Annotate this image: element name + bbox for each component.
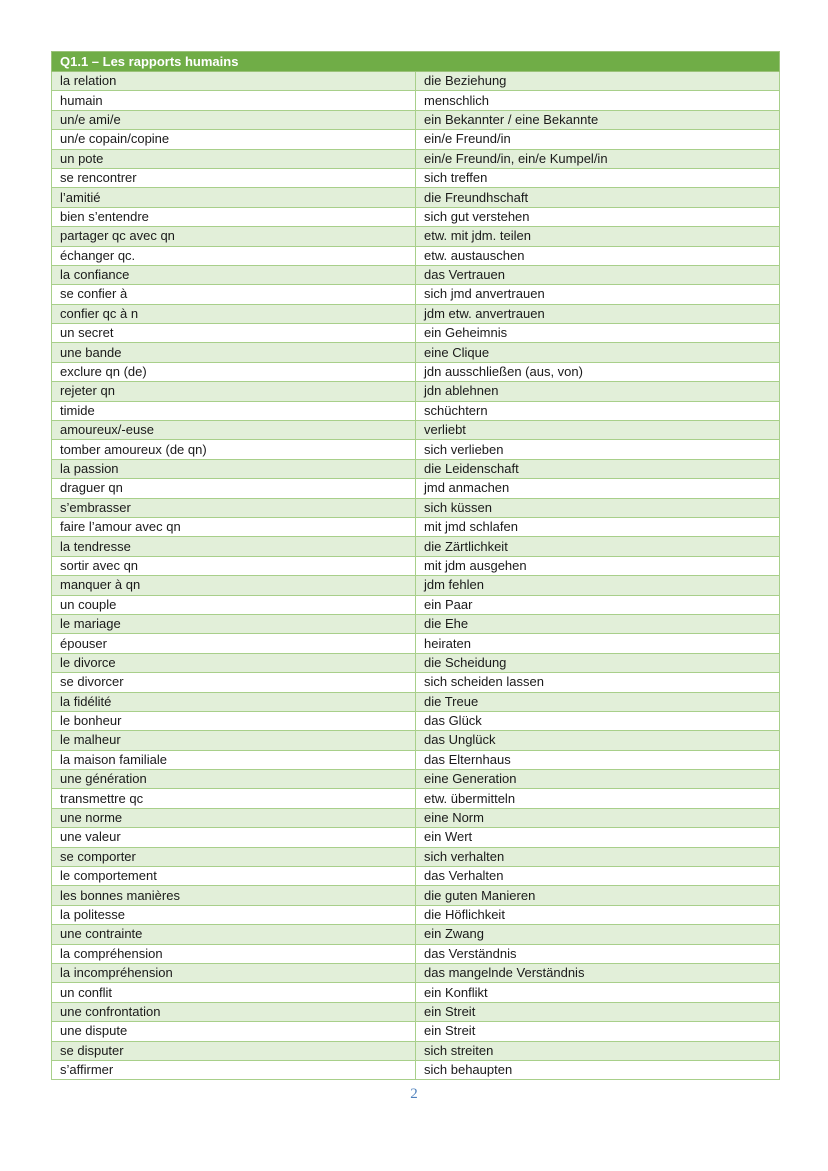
german-translation: ein Zwang — [416, 925, 780, 944]
table-row — [52, 595, 780, 614]
table-body — [52, 72, 780, 1080]
french-term: la relation — [52, 72, 416, 91]
french-term: exclure qn (de) — [52, 362, 416, 381]
german-translation: eine Generation — [416, 770, 780, 789]
german-translation: schüchtern — [416, 401, 780, 420]
french-term: manquer à qn — [52, 576, 416, 595]
table-row — [52, 110, 780, 129]
table-row — [52, 265, 780, 284]
table-row — [52, 1002, 780, 1021]
french-term: une génération — [52, 770, 416, 789]
table-row — [52, 673, 780, 692]
table-row — [52, 1060, 780, 1079]
table-title: Q1.1 – Les rapports humains — [52, 52, 780, 72]
french-term: la passion — [52, 459, 416, 478]
table-row — [52, 479, 780, 498]
table-row — [52, 324, 780, 343]
french-term: une norme — [52, 808, 416, 827]
german-translation: das Unglück — [416, 731, 780, 750]
vocabulary-table — [51, 51, 780, 1080]
table-row — [52, 905, 780, 924]
french-term: la maison familiale — [52, 750, 416, 769]
german-translation: die Zärtlichkeit — [416, 537, 780, 556]
french-term: humain — [52, 91, 416, 110]
french-term: se disputer — [52, 1041, 416, 1060]
french-term: amoureux/-euse — [52, 421, 416, 440]
french-term: un/e ami/e — [52, 110, 416, 129]
table-row — [52, 207, 780, 226]
german-translation: ein Wert — [416, 828, 780, 847]
german-translation: die Scheidung — [416, 653, 780, 672]
table-row — [52, 517, 780, 536]
table-row — [52, 421, 780, 440]
french-term: le divorce — [52, 653, 416, 672]
table-row — [52, 711, 780, 730]
german-translation: ein Streit — [416, 1022, 780, 1041]
german-translation: heiraten — [416, 634, 780, 653]
german-translation: ein Paar — [416, 595, 780, 614]
french-term: faire l’amour avec qn — [52, 517, 416, 536]
table-row — [52, 72, 780, 91]
german-translation: sich jmd anvertrauen — [416, 285, 780, 304]
french-term: rejeter qn — [52, 382, 416, 401]
german-translation: etw. mit jdm. teilen — [416, 227, 780, 246]
french-term: s’embrasser — [52, 498, 416, 517]
german-translation: mit jmd schlafen — [416, 517, 780, 536]
german-translation: das Glück — [416, 711, 780, 730]
german-translation: die Leidenschaft — [416, 459, 780, 478]
german-translation: ein Konflikt — [416, 983, 780, 1002]
table-row — [52, 634, 780, 653]
french-term: la politesse — [52, 905, 416, 924]
table-row — [52, 537, 780, 556]
table-row — [52, 304, 780, 323]
german-translation: jdm fehlen — [416, 576, 780, 595]
french-term: un couple — [52, 595, 416, 614]
table-row — [52, 808, 780, 827]
french-term: une confrontation — [52, 1002, 416, 1021]
table-row — [52, 614, 780, 633]
german-translation: jdn ablehnen — [416, 382, 780, 401]
french-term: timide — [52, 401, 416, 420]
german-translation: sich verhalten — [416, 847, 780, 866]
german-translation: die Treue — [416, 692, 780, 711]
table-row — [52, 1022, 780, 1041]
german-translation: sich streiten — [416, 1041, 780, 1060]
french-term: le malheur — [52, 731, 416, 750]
french-term: le mariage — [52, 614, 416, 633]
german-translation: sich gut verstehen — [416, 207, 780, 226]
french-term: partager qc avec qn — [52, 227, 416, 246]
table-row — [52, 382, 780, 401]
table-row — [52, 925, 780, 944]
german-translation: sich treffen — [416, 168, 780, 187]
german-translation: etw. übermitteln — [416, 789, 780, 808]
french-term: se comporter — [52, 847, 416, 866]
table-row — [52, 653, 780, 672]
german-translation: die Beziehung — [416, 72, 780, 91]
german-translation: die Freundhschaft — [416, 188, 780, 207]
table-row — [52, 944, 780, 963]
german-translation: mit jdm ausgehen — [416, 556, 780, 575]
french-term: se rencontrer — [52, 168, 416, 187]
german-translation: das Vertrauen — [416, 265, 780, 284]
table-row — [52, 459, 780, 478]
french-term: draguer qn — [52, 479, 416, 498]
table-row — [52, 576, 780, 595]
french-term: un secret — [52, 324, 416, 343]
table-row — [52, 1041, 780, 1060]
german-translation: ein/e Freund/in — [416, 130, 780, 149]
german-translation: etw. austauschen — [416, 246, 780, 265]
table-row — [52, 963, 780, 982]
german-translation: sich verlieben — [416, 440, 780, 459]
table-row — [52, 770, 780, 789]
french-term: se confier à — [52, 285, 416, 304]
german-translation: jdm etw. anvertrauen — [416, 304, 780, 323]
french-term: la incompréhension — [52, 963, 416, 982]
german-translation: sich scheiden lassen — [416, 673, 780, 692]
french-term: sortir avec qn — [52, 556, 416, 575]
table-row — [52, 246, 780, 265]
french-term: la fidélité — [52, 692, 416, 711]
german-translation: verliebt — [416, 421, 780, 440]
table-row — [52, 983, 780, 1002]
german-translation: ein Bekannter / eine Bekannte — [416, 110, 780, 129]
table-row — [52, 498, 780, 517]
table-row — [52, 731, 780, 750]
french-term: un conflit — [52, 983, 416, 1002]
french-term: la compréhension — [52, 944, 416, 963]
table-row — [52, 285, 780, 304]
german-translation: sich küssen — [416, 498, 780, 517]
french-term: un pote — [52, 149, 416, 168]
french-term: bien s’entendre — [52, 207, 416, 226]
french-term: la tendresse — [52, 537, 416, 556]
german-translation: die Ehe — [416, 614, 780, 633]
table-row — [52, 401, 780, 420]
table-row — [52, 750, 780, 769]
french-term: l’amitié — [52, 188, 416, 207]
french-term: se divorcer — [52, 673, 416, 692]
table-row — [52, 168, 780, 187]
german-translation: menschlich — [416, 91, 780, 110]
french-term: une contrainte — [52, 925, 416, 944]
table-row — [52, 91, 780, 110]
french-term: confier qc à n — [52, 304, 416, 323]
german-translation: das Verhalten — [416, 867, 780, 886]
german-translation: das mangelnde Verständnis — [416, 963, 780, 982]
table-row — [52, 886, 780, 905]
french-term: épouser — [52, 634, 416, 653]
german-translation: die Höflichkeit — [416, 905, 780, 924]
french-term: le comportement — [52, 867, 416, 886]
table-row — [52, 188, 780, 207]
table-row — [52, 789, 780, 808]
german-translation: eine Norm — [416, 808, 780, 827]
table-row — [52, 847, 780, 866]
german-translation: eine Clique — [416, 343, 780, 362]
german-translation: ein Streit — [416, 1002, 780, 1021]
table-row — [52, 556, 780, 575]
table-row — [52, 343, 780, 362]
german-translation: das Verständnis — [416, 944, 780, 963]
french-term: transmettre qc — [52, 789, 416, 808]
table-row — [52, 149, 780, 168]
french-term: échanger qc. — [52, 246, 416, 265]
table-header-row — [52, 52, 780, 72]
table-row — [52, 828, 780, 847]
german-translation: jdn ausschließen (aus, von) — [416, 362, 780, 381]
french-term: une dispute — [52, 1022, 416, 1041]
german-translation: die guten Manieren — [416, 886, 780, 905]
french-term: s’affirmer — [52, 1060, 416, 1079]
french-term: un/e copain/copine — [52, 130, 416, 149]
german-translation: jmd anmachen — [416, 479, 780, 498]
table-row — [52, 692, 780, 711]
french-term: tomber amoureux (de qn) — [52, 440, 416, 459]
german-translation: ein Geheimnis — [416, 324, 780, 343]
french-term: le bonheur — [52, 711, 416, 730]
french-term: les bonnes manières — [52, 886, 416, 905]
german-translation: ein/e Freund/in, ein/e Kumpel/in — [416, 149, 780, 168]
table-row — [52, 867, 780, 886]
table-row — [52, 440, 780, 459]
table-row — [52, 227, 780, 246]
french-term: la confiance — [52, 265, 416, 284]
german-translation: das Elternhaus — [416, 750, 780, 769]
french-term: une bande — [52, 343, 416, 362]
page-number: 2 — [410, 1086, 418, 1102]
french-term: une valeur — [52, 828, 416, 847]
german-translation: sich behaupten — [416, 1060, 780, 1079]
table-row — [52, 130, 780, 149]
table-row — [52, 362, 780, 381]
